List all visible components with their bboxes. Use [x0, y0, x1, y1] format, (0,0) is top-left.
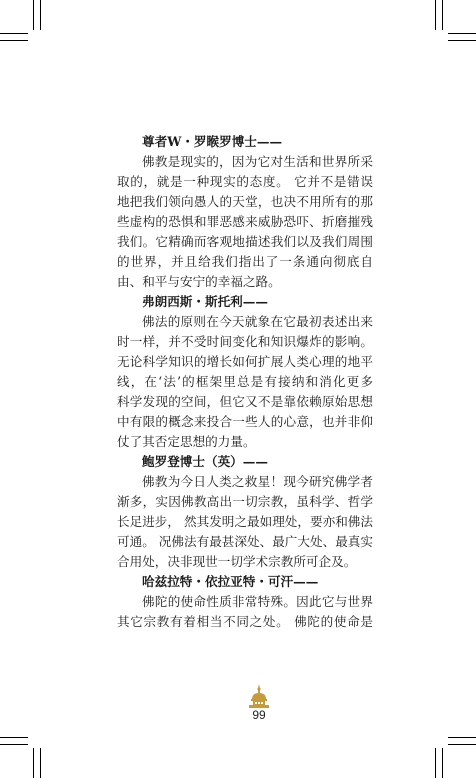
crop-mark	[33, 0, 34, 30]
quote-section	[117, 572, 373, 632]
quote-section	[117, 452, 373, 572]
quote-section	[117, 292, 373, 452]
crop-mark	[0, 33, 28, 34]
crop-mark	[40, 0, 41, 30]
quote-author: 弗朗西斯・斯托利——	[142, 294, 268, 309]
body-line: 中有限的概念来投合一些人的心意，也并非仰	[117, 414, 373, 429]
body-line: 线，在‘法’的框架里总是有接纳和消化更多	[117, 374, 373, 389]
body-line: 些虚构的恐惧和罪恶感来威胁恐吓、折磨摧残	[117, 214, 373, 229]
body-line: 我们。它精确而客观地描述我们以及我们周围	[117, 234, 373, 249]
body-line: 渐多，实因佛教高出一切宗教，虽科学、哲学	[117, 494, 373, 509]
body-line: 合用处，决非现世一切学术宗教所可企及。	[117, 554, 357, 569]
crop-mark	[0, 40, 28, 41]
body-line: 由、和平与安宁的幸福之路。	[117, 274, 281, 289]
crop-mark	[442, 748, 443, 778]
quote-author: 哈兹拉特・依拉亚特・可汗——	[142, 574, 319, 589]
crop-mark	[448, 33, 476, 34]
body-line: 的世界，并且给我们指出了一条通向彻底自	[117, 254, 373, 269]
body-line: 长足进步， 然其发明之最如理处，要亦和佛法	[117, 514, 373, 529]
body-line: 取的，就是一种现实的态度。 它并不是错误	[117, 174, 373, 189]
quote-section	[117, 132, 373, 292]
quote-author: 鲍罗登博士（英）——	[142, 454, 268, 469]
golden-stupa-icon	[247, 684, 271, 710]
body-line: 仗了其否定思想的力量。	[117, 434, 256, 449]
crop-mark	[435, 0, 436, 30]
body-line: 佛法的原则在今天就象在它最初表述出来	[142, 314, 373, 329]
crop-mark	[435, 748, 436, 778]
crop-mark	[40, 748, 41, 778]
page-number: 99	[252, 708, 266, 722]
crop-mark	[0, 744, 28, 745]
page-body	[117, 132, 373, 632]
crop-mark	[448, 40, 476, 41]
body-line: 可通。 况佛法有最甚深处、最广大处、最真实	[117, 534, 373, 549]
body-line: 无论科学知识的增长如何扩展人类心理的地平	[117, 354, 373, 369]
body-line: 佛陀的使命性质非常特殊。因此它与世界	[142, 594, 373, 609]
crop-mark	[448, 737, 476, 738]
body-line: 地把我们领向愚人的天堂，也决不用所有的那	[117, 194, 373, 209]
body-line: 佛教是现实的，因为它对生活和世界所采	[142, 154, 373, 169]
crop-mark	[442, 0, 443, 30]
crop-mark	[33, 748, 34, 778]
quote-author: 尊者W・罗睺罗博士——	[142, 134, 283, 149]
body-line: 佛教为今日人类之救星！现今研究佛学者	[142, 474, 373, 489]
crop-mark	[0, 737, 28, 738]
body-line: 时一样，并不受时间变化和知识爆炸的影响。	[117, 334, 373, 349]
body-line: 科学发现的空间，但它又不是靠依赖原始思想	[117, 394, 373, 409]
body-line: 其它宗教有着相当不同之处。 佛陀的使命是	[117, 614, 373, 629]
crop-mark	[448, 744, 476, 745]
